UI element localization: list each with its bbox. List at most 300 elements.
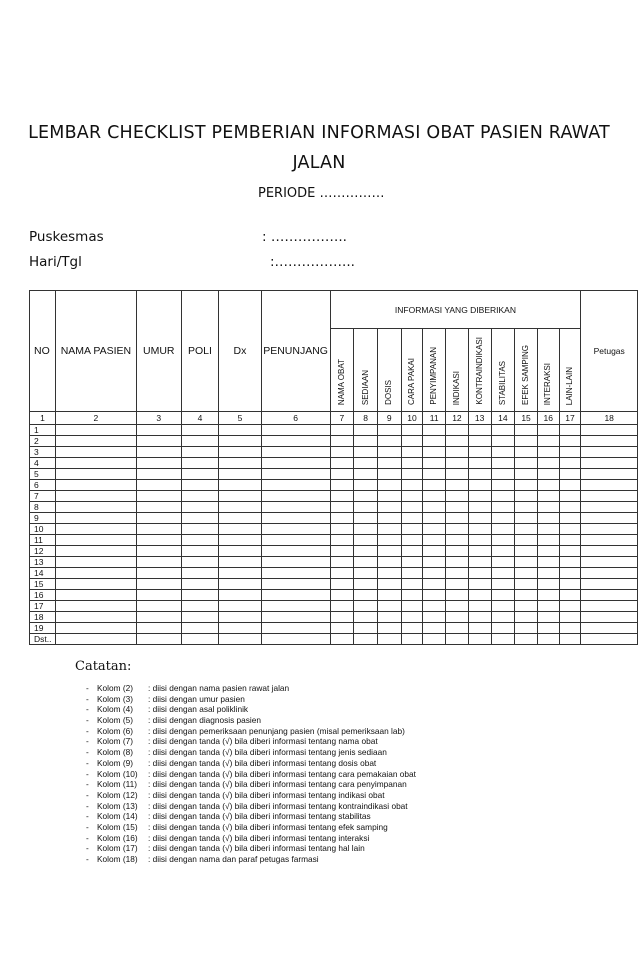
table-cell[interactable] [559,469,581,480]
table-cell[interactable] [330,458,354,469]
table-cell[interactable] [581,469,638,480]
table-cell[interactable] [423,557,446,568]
table-cell[interactable] [261,535,330,546]
table-cell[interactable] [377,524,401,535]
table-cell[interactable] [446,513,469,524]
table-cell[interactable] [219,480,261,491]
table-cell[interactable] [354,546,378,557]
table-cell[interactable] [401,480,423,491]
table-cell[interactable] [330,568,354,579]
table-cell[interactable] [219,524,261,535]
table-cell[interactable] [330,612,354,623]
table-cell[interactable] [401,535,423,546]
table-cell[interactable] [559,480,581,491]
table-cell[interactable] [261,557,330,568]
table-cell[interactable] [468,568,491,579]
table-cell[interactable] [446,491,469,502]
table-cell[interactable] [219,469,261,480]
table-cell[interactable] [261,524,330,535]
table-cell[interactable] [537,546,559,557]
table-cell[interactable] [515,601,538,612]
table-cell[interactable] [537,458,559,469]
table-cell[interactable] [537,590,559,601]
table-cell[interactable] [491,491,515,502]
table-cell[interactable] [55,425,136,436]
table-cell[interactable] [515,480,538,491]
table-cell[interactable] [581,447,638,458]
table-cell[interactable] [181,623,219,634]
table-cell[interactable] [377,436,401,447]
table-cell[interactable] [491,634,515,645]
table-cell[interactable] [330,524,354,535]
table-cell[interactable] [55,436,136,447]
table-cell[interactable] [136,436,181,447]
table-cell[interactable] [423,524,446,535]
table-cell[interactable] [401,612,423,623]
table-cell[interactable] [377,634,401,645]
table-cell[interactable] [55,590,136,601]
table-cell[interactable] [55,502,136,513]
table-cell[interactable] [55,601,136,612]
table-cell[interactable] [581,491,638,502]
table-cell[interactable] [401,590,423,601]
table-cell[interactable] [219,458,261,469]
table-cell[interactable] [559,634,581,645]
table-cell[interactable] [181,557,219,568]
table-cell[interactable] [423,447,446,458]
table-cell[interactable] [401,579,423,590]
table-cell[interactable] [55,458,136,469]
table-cell[interactable] [354,590,378,601]
table-cell[interactable] [446,436,469,447]
table-cell[interactable] [537,568,559,579]
table-cell[interactable] [136,491,181,502]
table-cell[interactable] [468,425,491,436]
table-cell[interactable] [219,612,261,623]
table-cell[interactable] [537,524,559,535]
table-cell[interactable] [377,458,401,469]
table-cell[interactable] [515,513,538,524]
table-cell[interactable] [377,447,401,458]
table-cell[interactable] [559,436,581,447]
table-cell[interactable] [423,469,446,480]
table-cell[interactable] [491,469,515,480]
table-cell[interactable] [515,535,538,546]
table-cell[interactable] [181,634,219,645]
table-cell[interactable] [446,480,469,491]
table-cell[interactable] [559,425,581,436]
table-cell[interactable] [377,513,401,524]
table-cell[interactable] [581,436,638,447]
table-cell[interactable] [219,447,261,458]
table-cell[interactable] [515,458,538,469]
table-cell[interactable] [423,491,446,502]
table-cell[interactable] [136,546,181,557]
table-cell[interactable] [55,579,136,590]
table-cell[interactable] [491,601,515,612]
table-cell[interactable] [354,491,378,502]
table-cell[interactable] [468,623,491,634]
table-cell[interactable] [401,469,423,480]
table-cell[interactable] [136,458,181,469]
table-cell[interactable] [491,480,515,491]
table-cell[interactable] [261,502,330,513]
table-cell[interactable] [423,601,446,612]
table-cell[interactable] [559,491,581,502]
table-cell[interactable] [446,469,469,480]
table-cell[interactable] [354,557,378,568]
table-cell[interactable] [423,436,446,447]
table-cell[interactable] [559,601,581,612]
table-cell[interactable] [136,502,181,513]
table-cell[interactable] [537,612,559,623]
table-cell[interactable] [446,612,469,623]
table-cell[interactable] [423,480,446,491]
table-cell[interactable] [581,557,638,568]
table-cell[interactable] [491,535,515,546]
table-cell[interactable] [491,458,515,469]
table-cell[interactable] [354,535,378,546]
table-cell[interactable] [181,447,219,458]
table-cell[interactable] [581,568,638,579]
table-cell[interactable] [537,425,559,436]
table-cell[interactable] [581,425,638,436]
table-cell[interactable] [55,557,136,568]
table-cell[interactable] [468,579,491,590]
table-cell[interactable] [468,557,491,568]
table-cell[interactable] [181,491,219,502]
table-cell[interactable] [377,546,401,557]
table-cell[interactable] [377,612,401,623]
table-cell[interactable] [136,601,181,612]
table-cell[interactable] [423,568,446,579]
table-cell[interactable] [136,425,181,436]
table-cell[interactable] [55,546,136,557]
table-cell[interactable] [468,546,491,557]
table-cell[interactable] [515,612,538,623]
table-cell[interactable] [219,425,261,436]
table-cell[interactable] [219,579,261,590]
table-cell[interactable] [559,568,581,579]
table-cell[interactable] [377,480,401,491]
table-cell[interactable] [468,524,491,535]
table-cell[interactable] [354,634,378,645]
table-cell[interactable] [515,568,538,579]
table-cell[interactable] [537,513,559,524]
table-cell[interactable] [423,535,446,546]
table-cell[interactable] [423,513,446,524]
table-cell[interactable] [401,491,423,502]
table-cell[interactable] [181,469,219,480]
table-cell[interactable] [581,601,638,612]
table-cell[interactable] [136,623,181,634]
table-cell[interactable] [219,436,261,447]
table-cell[interactable] [468,612,491,623]
table-cell[interactable] [423,612,446,623]
table-cell[interactable] [377,502,401,513]
table-cell[interactable] [491,568,515,579]
table-cell[interactable] [181,425,219,436]
table-cell[interactable] [446,458,469,469]
table-cell[interactable] [537,502,559,513]
table-cell[interactable] [354,458,378,469]
table-cell[interactable] [515,502,538,513]
table-cell[interactable] [559,590,581,601]
table-cell[interactable] [354,623,378,634]
table-cell[interactable] [537,601,559,612]
table-cell[interactable] [136,535,181,546]
table-cell[interactable] [330,480,354,491]
table-cell[interactable] [515,557,538,568]
table-cell[interactable] [401,557,423,568]
table-cell[interactable] [219,546,261,557]
table-cell[interactable] [446,425,469,436]
table-cell[interactable] [468,458,491,469]
table-cell[interactable] [330,469,354,480]
table-cell[interactable] [581,458,638,469]
table-cell[interactable] [537,579,559,590]
table-cell[interactable] [330,546,354,557]
table-cell[interactable] [559,535,581,546]
table-cell[interactable] [468,590,491,601]
table-cell[interactable] [261,612,330,623]
table-cell[interactable] [181,590,219,601]
table-cell[interactable] [537,623,559,634]
table-cell[interactable] [377,535,401,546]
table-cell[interactable] [55,469,136,480]
table-cell[interactable] [330,579,354,590]
table-cell[interactable] [55,480,136,491]
table-cell[interactable] [401,458,423,469]
table-cell[interactable] [446,568,469,579]
table-cell[interactable] [261,546,330,557]
table-cell[interactable] [468,513,491,524]
table-cell[interactable] [377,557,401,568]
table-cell[interactable] [330,623,354,634]
table-cell[interactable] [581,612,638,623]
table-cell[interactable] [377,623,401,634]
table-cell[interactable] [219,568,261,579]
table-cell[interactable] [491,524,515,535]
table-cell[interactable] [136,480,181,491]
table-cell[interactable] [401,513,423,524]
table-cell[interactable] [55,447,136,458]
table-cell[interactable] [537,557,559,568]
table-cell[interactable] [491,579,515,590]
table-cell[interactable] [261,491,330,502]
table-cell[interactable] [136,447,181,458]
table-cell[interactable] [401,502,423,513]
table-cell[interactable] [330,502,354,513]
table-cell[interactable] [559,513,581,524]
table-cell[interactable] [55,568,136,579]
table-cell[interactable] [219,601,261,612]
table-cell[interactable] [491,557,515,568]
table-cell[interactable] [136,634,181,645]
table-cell[interactable] [136,524,181,535]
table-cell[interactable] [330,535,354,546]
table-cell[interactable] [181,612,219,623]
table-cell[interactable] [55,612,136,623]
table-cell[interactable] [515,447,538,458]
table-cell[interactable] [219,623,261,634]
table-cell[interactable] [491,623,515,634]
table-cell[interactable] [377,568,401,579]
table-cell[interactable] [581,513,638,524]
table-cell[interactable] [55,513,136,524]
table-cell[interactable] [423,590,446,601]
table-cell[interactable] [446,502,469,513]
table-cell[interactable] [559,557,581,568]
table-cell[interactable] [491,502,515,513]
table-cell[interactable] [181,502,219,513]
table-cell[interactable] [581,502,638,513]
table-cell[interactable] [181,546,219,557]
table-cell[interactable] [181,513,219,524]
table-cell[interactable] [354,447,378,458]
table-cell[interactable] [401,447,423,458]
table-cell[interactable] [261,579,330,590]
table-cell[interactable] [401,546,423,557]
table-cell[interactable] [423,458,446,469]
table-cell[interactable] [446,535,469,546]
table-cell[interactable] [377,579,401,590]
table-cell[interactable] [491,513,515,524]
table-cell[interactable] [377,469,401,480]
table-cell[interactable] [401,568,423,579]
table-cell[interactable] [55,524,136,535]
table-cell[interactable] [261,623,330,634]
table-cell[interactable] [377,425,401,436]
table-cell[interactable] [401,634,423,645]
table-cell[interactable] [468,601,491,612]
table-cell[interactable] [330,425,354,436]
table-cell[interactable] [219,634,261,645]
table-cell[interactable] [181,568,219,579]
table-cell[interactable] [423,546,446,557]
table-cell[interactable] [423,425,446,436]
table-cell[interactable] [468,491,491,502]
table-cell[interactable] [515,425,538,436]
table-cell[interactable] [136,469,181,480]
table-cell[interactable] [354,524,378,535]
table-cell[interactable] [330,513,354,524]
table-cell[interactable] [219,513,261,524]
table-cell[interactable] [136,590,181,601]
table-cell[interactable] [491,447,515,458]
table-cell[interactable] [581,590,638,601]
table-cell[interactable] [261,634,330,645]
table-cell[interactable] [468,535,491,546]
table-cell[interactable] [537,491,559,502]
table-cell[interactable] [377,601,401,612]
table-cell[interactable] [261,447,330,458]
table-cell[interactable] [55,623,136,634]
table-cell[interactable] [219,557,261,568]
table-cell[interactable] [515,590,538,601]
table-cell[interactable] [261,480,330,491]
table-cell[interactable] [354,579,378,590]
table-cell[interactable] [515,436,538,447]
table-cell[interactable] [219,535,261,546]
table-cell[interactable] [537,447,559,458]
table-cell[interactable] [181,524,219,535]
table-cell[interactable] [261,458,330,469]
table-cell[interactable] [537,535,559,546]
table-cell[interactable] [261,513,330,524]
table-cell[interactable] [581,524,638,535]
table-cell[interactable] [559,447,581,458]
table-cell[interactable] [468,469,491,480]
table-cell[interactable] [491,436,515,447]
table-cell[interactable] [181,458,219,469]
table-cell[interactable] [354,436,378,447]
table-cell[interactable] [354,425,378,436]
table-cell[interactable] [261,425,330,436]
table-cell[interactable] [581,535,638,546]
table-cell[interactable] [401,601,423,612]
table-cell[interactable] [491,425,515,436]
table-cell[interactable] [537,469,559,480]
table-cell[interactable] [515,469,538,480]
table-cell[interactable] [559,502,581,513]
table-cell[interactable] [491,546,515,557]
table-cell[interactable] [559,579,581,590]
table-cell[interactable] [446,634,469,645]
table-cell[interactable] [354,469,378,480]
table-cell[interactable] [515,634,538,645]
table-cell[interactable] [136,612,181,623]
table-cell[interactable] [354,612,378,623]
table-cell[interactable] [401,623,423,634]
table-cell[interactable] [446,546,469,557]
table-cell[interactable] [354,601,378,612]
table-cell[interactable] [261,469,330,480]
table-cell[interactable] [330,634,354,645]
table-cell[interactable] [581,480,638,491]
table-cell[interactable] [136,579,181,590]
table-cell[interactable] [537,480,559,491]
table-cell[interactable] [261,568,330,579]
table-cell[interactable] [559,546,581,557]
table-cell[interactable] [401,524,423,535]
table-cell[interactable] [446,579,469,590]
table-cell[interactable] [537,436,559,447]
table-cell[interactable] [446,590,469,601]
table-cell[interactable] [181,601,219,612]
table-cell[interactable] [330,557,354,568]
table-cell[interactable] [55,491,136,502]
table-cell[interactable] [354,568,378,579]
table-cell[interactable] [423,579,446,590]
table-cell[interactable] [468,502,491,513]
table-cell[interactable] [515,546,538,557]
table-cell[interactable] [468,436,491,447]
table-cell[interactable] [537,634,559,645]
table-cell[interactable] [330,491,354,502]
table-cell[interactable] [219,590,261,601]
table-cell[interactable] [401,436,423,447]
table-cell[interactable] [136,557,181,568]
table-cell[interactable] [559,623,581,634]
table-cell[interactable] [330,436,354,447]
table-cell[interactable] [468,480,491,491]
table-cell[interactable] [446,524,469,535]
table-cell[interactable] [491,612,515,623]
table-cell[interactable] [446,447,469,458]
table-cell[interactable] [330,601,354,612]
table-cell[interactable] [401,425,423,436]
